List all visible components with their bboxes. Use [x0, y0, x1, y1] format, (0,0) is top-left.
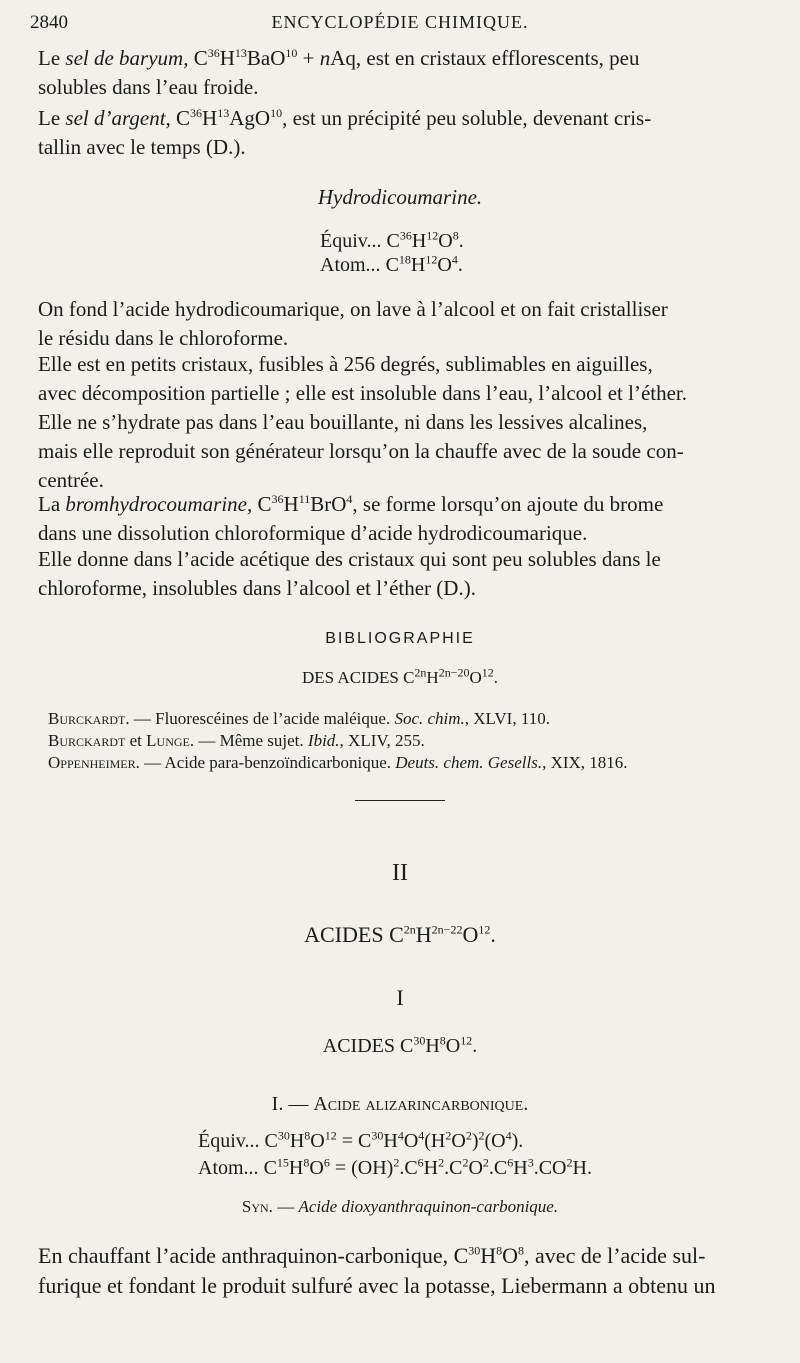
- bibliography-subtitle: DES ACIDES $C^{2n}H^{2n-20}O^{12}$.: [301, 665, 498, 687]
- bibliography-list: [48, 708, 768, 774]
- text-line: La bromhydrocoumarine, $C^{36}H^{11}BrO^4$, se forme lorsqu’on ajoute du brome: [38, 492, 664, 516]
- text-line: tallin avec le temps (D.).: [38, 135, 246, 159]
- synonym-line: Syn. — Acide dioxyanthraquinon-carbonique.: [241, 1197, 559, 1216]
- text-line: avec décomposition partielle ; elle est insoluble dans l’eau, l’alcool et l’éther.: [38, 381, 688, 405]
- text-line: furique et fondant le produit sulfuré avec la potasse, Liebermann a obtenu un: [38, 1273, 716, 1298]
- paragraph-bromhydrocoumarine: [38, 490, 778, 548]
- text-line: solubles dans l’eau froide.: [38, 75, 259, 99]
- text-line: chloroforme, insolubles dans l’alcool et l’éther (D.).: [38, 576, 476, 600]
- bibliography-title: BIBLIOGRAPHIE: [325, 630, 475, 647]
- page-number: 2840: [30, 12, 68, 33]
- paragraph-properties: [38, 350, 778, 495]
- page-header: [30, 12, 770, 38]
- paragraph-preparation: [38, 295, 778, 353]
- paragraph-acetic-acid: [38, 545, 778, 603]
- bibliography-entry: Burckardt. — Fluorescéines de l’acide maléique. Soc. chim., XLVI, 110.: [48, 709, 550, 728]
- text-line: En chauffant l’acide anthraquinon-carbonique, $C^{30}H^8O^8$, avec de l’acide sul-: [38, 1243, 706, 1268]
- acid-formula-equiv: Équiv... $C^{30}H^8O^{12} = C^{30}H^4O^4(H^2O^2)^2(O^4)$.: [198, 1128, 524, 1152]
- formula-atom: Atom... $C^{18}H^{12}O^4$.: [320, 252, 463, 276]
- bibliography-entry: Oppenheimer. — Acide para-benzoïndicarbonique. Deuts. chem. Gesells., XIX, 1816.: [48, 753, 628, 772]
- section-title: ACIDES $C^{2n}H^{2n-22}O^{12}$.: [304, 922, 496, 947]
- section-title-hydrodicoumarine: Hydrodicoumarine.: [317, 185, 483, 209]
- text-line: On fond l’acide hydrodicoumarique, on lave à l’alcool et on fait cristalliser: [38, 297, 668, 321]
- subsection-number: I: [396, 985, 404, 1010]
- acid-formula-atom: Atom... $C^{15}H^8O^6 = (OH)^2.C^6H^2.C^2O^2.C^6H^3.CO^2H$.: [198, 1155, 592, 1179]
- text-line: Elle donne dans l’acide acétique des cristaux qui sont peu solubles dans le: [38, 547, 661, 571]
- text-line: Le sel d’argent, $C^{36}H^{13}AgO^{10}$, est un précipité peu soluble, devenant cris-: [38, 106, 652, 130]
- formula-equiv: Équiv... $C^{36}H^{12}O^8$.: [320, 228, 464, 252]
- text-line: Elle ne s’hydrate pas dans l’eau bouillante, ni dans les lessives alcalines,: [38, 410, 648, 434]
- running-title: ENCYCLOPÉDIE CHIMIQUE.: [271, 12, 529, 32]
- paragraph-sel-d-argent: [38, 104, 778, 162]
- text-line: le résidu dans le chloroforme.: [38, 326, 289, 350]
- bibliography-entry: Burckardt et Lunge. — Même sujet. Ibid., XLIV, 255.: [48, 731, 425, 750]
- text-line: centrée.: [38, 468, 104, 492]
- text-line: Le sel de baryum, $C^{36}H^{13}BaO^{10}$ + nAq, est en cristaux efflorescents, peu: [38, 46, 640, 70]
- section-divider: [355, 800, 445, 801]
- paragraph-preparation-acid: [38, 1241, 778, 1301]
- acid-heading: I. — Acide alizarincarbonique.: [271, 1093, 529, 1115]
- subsection-title: ACIDES $C^{30}H^8O^{12}$.: [322, 1033, 478, 1057]
- text-line: dans une dissolution chloroformique d’acide hydrodicoumarique.: [38, 521, 588, 545]
- text-line: mais elle reproduit son générateur lorsqu’on la chauffe avec de la soude con-: [38, 439, 684, 463]
- paragraph-sel-de-baryum: [38, 44, 778, 102]
- text-line: Elle est en petits cristaux, fusibles à 256 degrés, sublimables en aiguilles,: [38, 352, 653, 376]
- section-number: II: [392, 860, 408, 886]
